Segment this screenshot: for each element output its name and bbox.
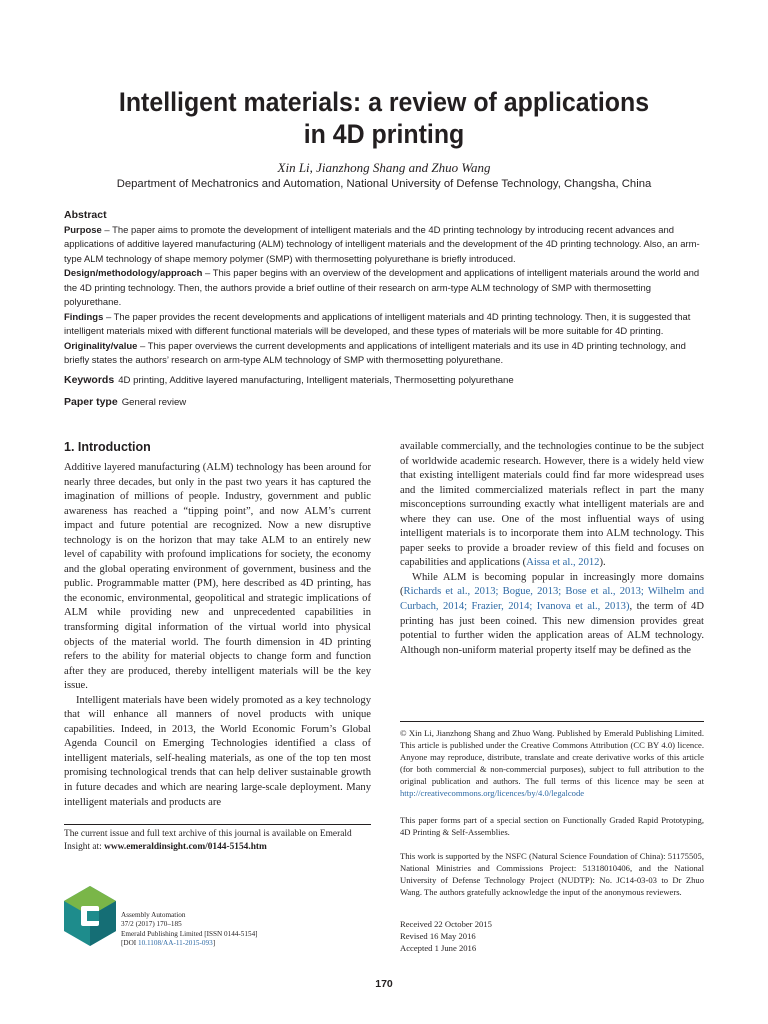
keywords-line [64,374,704,386]
intro-paragraph-4 [400,571,704,658]
abstract-findings [64,311,704,340]
originality-label: Originality/value [64,340,138,352]
special-section-note: This paper forms part of a special section on Functionally Graded Rapid Prototyping, 4D Printing & Self-Assemblies. [400,815,704,837]
journal-archive-note [64,828,371,854]
paper-type-line [64,396,704,408]
citation-list[interactable]: Richards et al., 2013; Bogue, 2013; Bose et al., 2013; Wilhelm and Curbach, 2014; Frazier, 2014; Ivanova et al., 2013) [400,586,704,613]
abstract-design [64,267,704,311]
doi-suffix: ] [212,938,216,947]
left-column [64,461,371,810]
journal-doi [121,939,371,948]
originality-text: – This paper overviews the current developments and applications of intelligent materials and its use in 4D printing technology, and briefly states the authors’ research on arm-type ALM technology of SMP with thermosetting polyurethane. [64,340,686,366]
notes-divider [400,721,704,722]
intro-paragraph-3 [400,440,704,571]
journal-volume: 37/2 (2017) 170–185 [121,920,182,929]
paragraph-4-end: , the term of 4D printing has just been coined. This new dimension provides great potential to further widen the application areas of ALM technology. Although non-uniform material property itself may be defined as the [400,601,704,656]
intro-paragraph-1: Additive layered manufacturing (ALM) technology has been around for nearly three decades, but only in the past two years it has captured the imagination of millions of people. Industry, government and public awareness has reached a “tipping point”, and now ALM’s current impact and future potential are recognized. Now a new disruptive technology is on the horizon that may take ALM to an entirely new level of capability with profound implications for society, the economy and the global operating environment of government, business and the public. Programmable matter (PM), here described as 4D printing, has the economic, environmental, geopolitical and strategic implications of ALM while providing new and unprecedented capabilities in transforming digital information of the virtual world into physical objects of the material world. The fourth dimension in 4D printing refers to the ability for material objects to change form and function after they are produced, thereby intelligent materials will be the key issue. [64,462,371,692]
copyright-text: © Xin Li, Jianzhong Shang and Zhuo Wang. Published by Emerald Publishing Limited. This article is published under the Creative Commons Attribution (CC BY 4.0) licence. Anyone may reproduce, distribute, translate and create derivative works of this article (for both commercial & non-commercial purposes), subject to full attribution to the original publication and authors. The full terms of this licence may be seen at [400,728,704,786]
abstract-originality [64,340,704,369]
paper-type-label: Paper type [64,396,118,408]
funding-note: This work is supported by the NSFC (Natural Science Foundation of China): 51175505, National Ministries and Commissions Project: 51318010406, and the National University of Defense Technology Project (NUDTP): No. JC14-03-03 to Dr Zhuo Wang. The authors gratefully acknowledge the input of the anonymous reviewers. [400,851,704,897]
intro-paragraph-2: Intelligent materials have been widely promoted as a key technology that will enhance all manners of novel products with unique capabilities. Indeed, in 2013, the World Economic Forum’s Global Agenda Council on Emerging Technologies identified a class of intelligent materials, self-healing materials, as one of the top ten most promising technological trends that can help deliver sustainable growth in future decades and which are nearing large-scale deployment. Many intelligent materials and products are [64,694,371,808]
revised-date: Revised 16 May 2016 [400,931,476,941]
licence-link[interactable]: http://creativecommons.org/licences/by/4.0/legalcode [400,788,585,798]
keywords-label: Keywords [64,374,115,386]
abstract-block [64,208,704,369]
purpose-text: – The paper aims to promote the development of intelligent materials and the 4D printing technology by introducing recent advances and applications of additive layered manufacturing (ALM) technology of intelligent materials and the development of the 4D printing technology. Also, an arm-type ALM technology of shape memory polymer (SMP) with thermosetting polyurethane is briefly introduced. [64,224,700,265]
received-date: Received 22 October 2015 [400,919,492,929]
right-column [400,440,704,658]
abstract-heading: Abstract [64,209,107,221]
purpose-label: Purpose [64,224,102,236]
section-heading-introduction: 1. Introduction [64,440,151,454]
design-text: – This paper begins with an overview of the development and applications of intelligent materials around the world and the 4D printing technology. Then, the authors provide a brief outline of their research on arm-type ALM technology of SMP with thermosetting polyurethane. [64,268,700,308]
abstract-purpose [64,224,704,268]
paragraph-3-text: available commercially, and the technologies continue to be the subject of worldwide academic research. However, there is a widely held view that existing intelligent materials could find far more widespread uses and the limited commercialized materials reflect in part the many misconceptions surrounding exactly what intelligent materials are and where they can use. One of the most influential ways of using intelligent materials is to incorporate them into ALM technology. This paper seeks to provide a broader review of this field and focuses on capabilities and applications ( [400,441,704,569]
journal-name: Assembly Automation [121,911,186,919]
archive-note-text: The current issue and full text archive of this journal is available on Emerald Insight at: [64,829,352,852]
emerald-logo-icon [64,886,116,946]
paper-title [61,86,708,150]
dates-block [400,918,704,954]
paragraph-3-end: ). [599,557,606,569]
title-line-1: Intelligent materials: a review of applications [118,87,650,117]
journal-divider [64,824,371,825]
journal-info [121,911,371,948]
journal-publisher: Emerald Publishing Limited [ISSN 0144-5154] [121,929,258,938]
paragraph-4-text: While ALM is becoming popular in increasingly more domains ( [400,571,704,598]
author-list: Xin Li, Jianzhong Shang and Zhuo Wang [277,160,491,175]
copyright-note [400,727,704,799]
accepted-date: Accepted 1 June 2016 [400,943,477,953]
findings-label: Findings [64,311,104,323]
page-number: 170 [375,978,393,990]
affiliation: Department of Mechatronics and Automation, National University of Defense Technology, Changsha, China [116,178,652,190]
citation-aissa[interactable]: Aissa et al., 2012 [526,557,600,569]
archive-link[interactable]: www.emeraldinsight.com/0144-5154.htm [104,842,267,852]
doi-prefix: [DOI [121,938,138,947]
title-line-2: in 4D printing [303,119,465,149]
keywords-text: 4D printing, Additive layered manufacturing, Intelligent materials, Thermosetting polyurethane [118,375,514,386]
design-label: Design/methodology/approach [64,268,203,279]
doi-link[interactable]: 10.1108/AA-11-2015-093 [137,938,213,947]
findings-text: – The paper provides the recent developments and applications of intelligent materials and 4D printing technology. Then, it is suggested that intelligent materials mixed with different functional materials will be developed, and these types of materials will be more suitable for 4D printing. [64,311,691,337]
paper-type-text: General review [121,397,187,408]
